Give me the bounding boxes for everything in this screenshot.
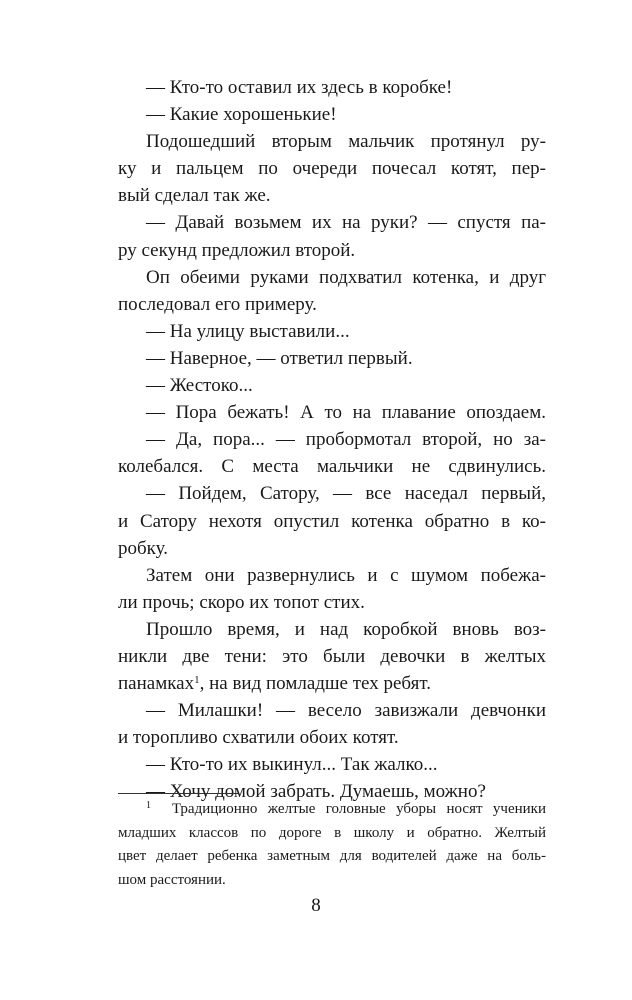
text-line: ли прочь; скоро их топот стих. xyxy=(118,591,365,613)
text-line: робку. xyxy=(118,537,168,559)
text-line: — Милашки! — весело завизжали девчонки xyxy=(146,700,546,722)
text-line: колебался. С места мальчики не сдвинулись. xyxy=(118,456,546,478)
text-line: — На улицу выставили... xyxy=(146,320,350,342)
text-line: последовал его примеру. xyxy=(118,293,317,315)
footnote-divider xyxy=(118,793,238,794)
footnote xyxy=(118,798,546,892)
page-number: 8 xyxy=(311,895,321,916)
text-line xyxy=(118,670,546,697)
text-line: — Кто-то их выкинул... Так жалко... xyxy=(146,754,438,776)
text-line: — Пойдем, Сатору, — все наседал первый, xyxy=(146,483,546,505)
text-line: и торопливо схватили обоих котят. xyxy=(118,727,399,749)
footnote-line: младших классов по дороге в школу и обратно. Желтый xyxy=(118,824,546,841)
text-line: Затем они развернулись и с шумом побежа- xyxy=(146,564,546,586)
text-fragment: панамках xyxy=(118,673,195,695)
main-text xyxy=(118,74,546,806)
text-line: ру секунд предложил второй. xyxy=(118,239,356,261)
text-line: — Кто-то оставил их здесь в коробке! xyxy=(146,77,453,98)
text-line: — Да, пора... — пробормотал второй, но за- xyxy=(146,429,546,451)
footnote-text: Традиционно желтые головные уборы носят ученики xyxy=(171,801,546,817)
footnote-reference: 1 xyxy=(194,674,200,687)
text-line: — Хочу домой забрать. Думаешь, можно? xyxy=(146,781,486,803)
text-line: — Пора бежать! А то на плавание опоздаем. xyxy=(146,402,546,424)
text-line: Оп обеими руками подхватил котенка, и друг xyxy=(146,266,546,288)
text-line: — Давай возьмем их на руки? — спустя па- xyxy=(146,212,546,234)
footnote-line xyxy=(118,798,546,822)
footnote-marker: 1 xyxy=(146,800,151,811)
text-line: вый сделал так же. xyxy=(118,185,271,207)
text-line: никли две тени: это были девочки в желтых xyxy=(118,645,546,667)
text-line: ку и пальцем по очереди почесал котят, пер- xyxy=(118,158,546,180)
text-line: Прошло время, и над коробкой вновь воз- xyxy=(146,618,546,640)
text-line: и Сатору нехотя опустил котенка обратно в ко- xyxy=(118,510,546,532)
footnote-line: цвет делает ребенка заметным для водителей даже на боль- xyxy=(118,848,546,864)
footnote-line: шом расстоянии. xyxy=(118,871,226,888)
text-line: Подошедший вторым мальчик протянул ру- xyxy=(146,131,546,153)
text-line: — Наверное, — ответил первый. xyxy=(146,347,413,369)
text-line: — Какие хорошенькие! xyxy=(146,104,337,126)
text-line: — Жестоко... xyxy=(146,375,253,397)
text-fragment: , на вид помладше тех ребят. xyxy=(199,673,431,695)
